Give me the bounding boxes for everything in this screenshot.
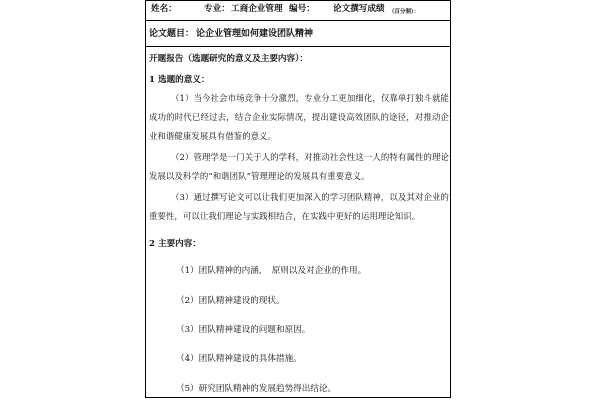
content-item-1: （1）团队精神的内涵， 原则以及对企业的作用。 [176,266,367,276]
number-label: 编号： [289,4,315,14]
section2-title: 2 主要内容： [149,239,201,249]
table-rule-header [145,20,451,21]
content-item-5: （5）研究团队精神的发展趋势得出结论。 [176,384,337,394]
table-top-rule [145,0,451,1]
table-rule-topic [145,46,451,47]
section1-paragraph-1: （1）当今社会市场竞争十分激烈，专业分工更加细化，仅靠单打独斗就能成功的时代已经过去，结合企业实际情况，提出建设高效团队的途径，对推动企业和谐健康发展具有借鉴的意义。 [149,93,449,141]
content-item-4: （4）团队精神建设的具体措施。 [176,354,302,364]
topic-label: 论文题目： [149,29,195,39]
major-value: 工商企业管理 [231,4,283,14]
content-item-3: （3）团队精神建设的问题和原因。 [176,325,311,335]
content-item-2: （2）团队精神建设的现状。 [176,296,285,306]
section1-title: 1 选题的意义： [149,75,210,85]
report-heading: 开题报告（选题研究的意义及主要内容）： [149,54,308,64]
topic-value: 论企业管理如何建设团队精神 [196,29,314,39]
major-label: 专业： [204,4,230,14]
grade-note: （百分制）： [389,9,420,15]
section1-paragraph-2: （2）管理学是一门关于人的学科，对推动社会性这一人的特有属性的理论发展以及科学的“和谐团队”管理理论的发展具有重要意义。 [149,152,449,181]
section1-paragraph-3: （3）通过撰写论文可以让我们更加深入的学习团队精神，以及其对企业的重要性，可以让我们理论与实践相结合，在实践中更好的运用理论知识。 [149,192,449,221]
grade-label: 论文撰写成绩 [333,4,385,14]
name-label: 姓名： [151,4,177,14]
